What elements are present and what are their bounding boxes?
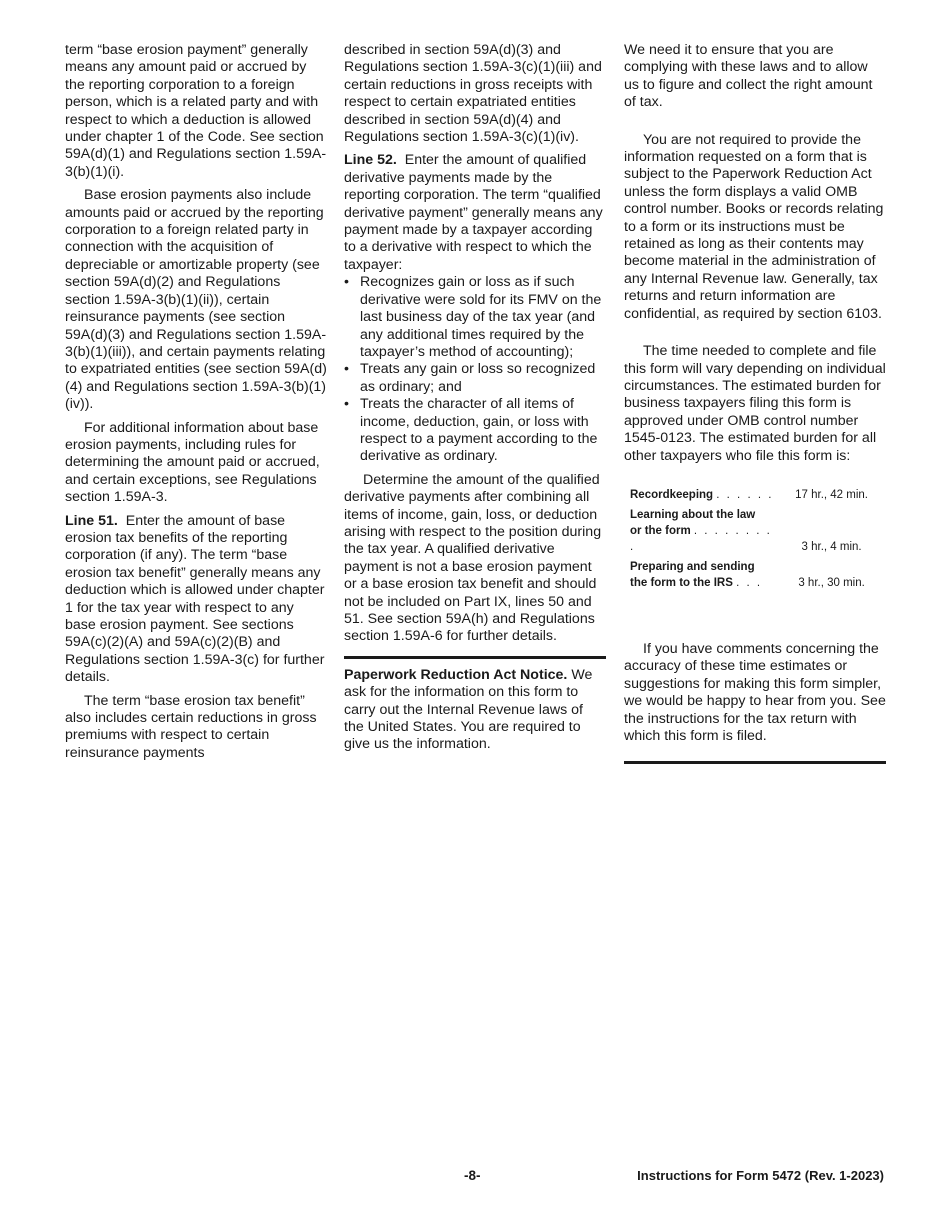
burden-label: Recordkeeping . . . . . . <box>630 488 774 501</box>
column-3 <box>624 42 886 764</box>
line-51-section <box>65 513 327 687</box>
burden-table <box>630 485 886 593</box>
bullet-text: Treats the character of all items of income, deduction, gain, or loss with respect to a payment according to the derivative as ordinary. <box>360 396 598 465</box>
column-2 <box>344 42 606 754</box>
paragraph: We need it to ensure that you are complying with these laws and to allow us to figure and collect the right amount of tax. <box>624 42 873 111</box>
section-end-rule <box>624 761 886 764</box>
form-title: Instructions for Form 5472 (Rev. 1-2023) <box>637 1168 884 1183</box>
paragraph: For additional information about base erosion payments, including rules for determining the amount paid or accrued, and certain exceptions, see Regulations section 1.59A-3. <box>65 419 320 506</box>
line-51-text: Enter the amount of base erosion tax benefits of the reporting corporation (if any). The term “base erosion tax benefit” generally means any deduction which is allowed under chapter 1 for the tax year with respect to any base erosion payment. See sections 59A(c)(2)(A) and 59A(c)(2)(B) and Regulations section 1.59A-3(c) for further details. <box>65 512 325 686</box>
bullet-text: Recognizes gain or loss as if such derivative were sold for its FMV on the last business day of the tax year (and any additional times required by the taxpayer’s method of accounting); <box>360 274 602 360</box>
bullet-icon: • <box>344 361 349 378</box>
paragraph: If you have comments concerning the accuracy of these time estimates or suggestions for making this form simpler, we would be happy to hear from you. See the instructions for the tax return with which this form is filed. <box>624 640 886 744</box>
paperwork-notice-text: We ask for the information on this form to carry out the Internal Revenue laws of the United States. You are required to give us the information. <box>344 666 593 753</box>
paragraph: The time needed to complete and file this form will vary depending on individual circumstances. The estimated burden for business taxpayers filing this form is approved under OMB control number 1545-0123. The estimated burden for all other taxpayers who file this form is: <box>624 343 886 464</box>
paperwork-notice <box>344 656 606 754</box>
paragraph: term “base erosion payment” generally means any amount paid or accrued by the reporting corporation to a foreign person, which is a related party and with respect to which a deduction is allowed under chapter 1 of the Code. See section 59A(d)(1) and Regulations section 1.59A-3(b)(1)(i). <box>65 42 327 180</box>
burden-value: 3 hr., 30 min. <box>798 576 865 589</box>
table-row <box>630 557 886 593</box>
burden-label: Preparing and sending the form to the IRS . . . <box>630 560 763 589</box>
bullet-item <box>344 396 606 466</box>
burden-label: Learning about the law or the form . . . . . . . . . <box>630 508 772 553</box>
paragraph: Base erosion payments also include amounts paid or accrued by the reporting corporation to a foreign related party in connection with the acquisition of depreciable or amortizable property (see section 59A(d)(2) and Regulations section 1.59A-3(b)(1)(ii)), certain reinsurance payments (see section 59A(d)(3) and Regulations section 1.59A-3(b)(1)(iii)), and certain payments relating to expatriated entities (see section 59A(d)(4) and Regulations section 1.59A-3(b)(1)(iv)). <box>65 187 327 413</box>
paragraph: Determine the amount of the qualified derivative payments after combining all items of income, gain, loss, or deduction arising with respect to the position during the tax year. A qualified derivative payment is not a base erosion payment or a base erosion tax benefit and should not be included on Part IX, lines 50 and 51. See section 59A(h) and Regulations section 1.59A-6 for further details. <box>344 471 602 645</box>
line-52-heading: Line 52. <box>344 152 397 169</box>
table-row <box>630 485 886 505</box>
table-row <box>630 505 886 557</box>
burden-value: 3 hr., 4 min. <box>801 540 862 553</box>
paragraph: You are not required to provide the information requested on a form that is subject to the Paperwork Reduction Act unless the form displays a valid OMB control number. Books or records relating to a form or its instructions must be retained as long as their contents may become material in the administration of any Internal Revenue law. Generally, tax returns and return information are confidential, as required by section 6103. <box>624 131 884 322</box>
paperwork-notice-heading: Paperwork Reduction Act Notice. <box>344 666 568 683</box>
line-52-section <box>344 152 606 274</box>
paragraph: The term “base erosion tax benefit” also includes certain reductions in gross premiums with respect to certain reinsurance payments <box>65 692 317 761</box>
bullet-icon: • <box>344 274 349 291</box>
line-51-heading: Line 51. <box>65 512 118 529</box>
page-number: -8- <box>464 1168 481 1183</box>
column-1 <box>65 42 327 768</box>
paragraph: described in section 59A(d)(3) and Regulations section 1.59A-3(c)(1)(iii) and certain reductions in gross receipts with respect to certain expatriated entities described in section 59A(d)(4) and Regulations section 1.59A-3(c)(1)(iv). <box>344 42 602 146</box>
bullet-item <box>344 361 606 396</box>
line-52-text: Enter the amount of qualified derivative payments made by the reporting corporation. The term “qualified derivative payment” generally means any payment made by a taxpayer according to a derivative with respect to which the taxpayer: <box>344 152 603 273</box>
burden-value: 17 hr., 42 min. <box>795 488 868 501</box>
bullet-item <box>344 274 606 361</box>
bullet-icon: • <box>344 396 349 413</box>
bullet-text: Treats any gain or loss so recognized as ordinary; and <box>360 361 596 395</box>
